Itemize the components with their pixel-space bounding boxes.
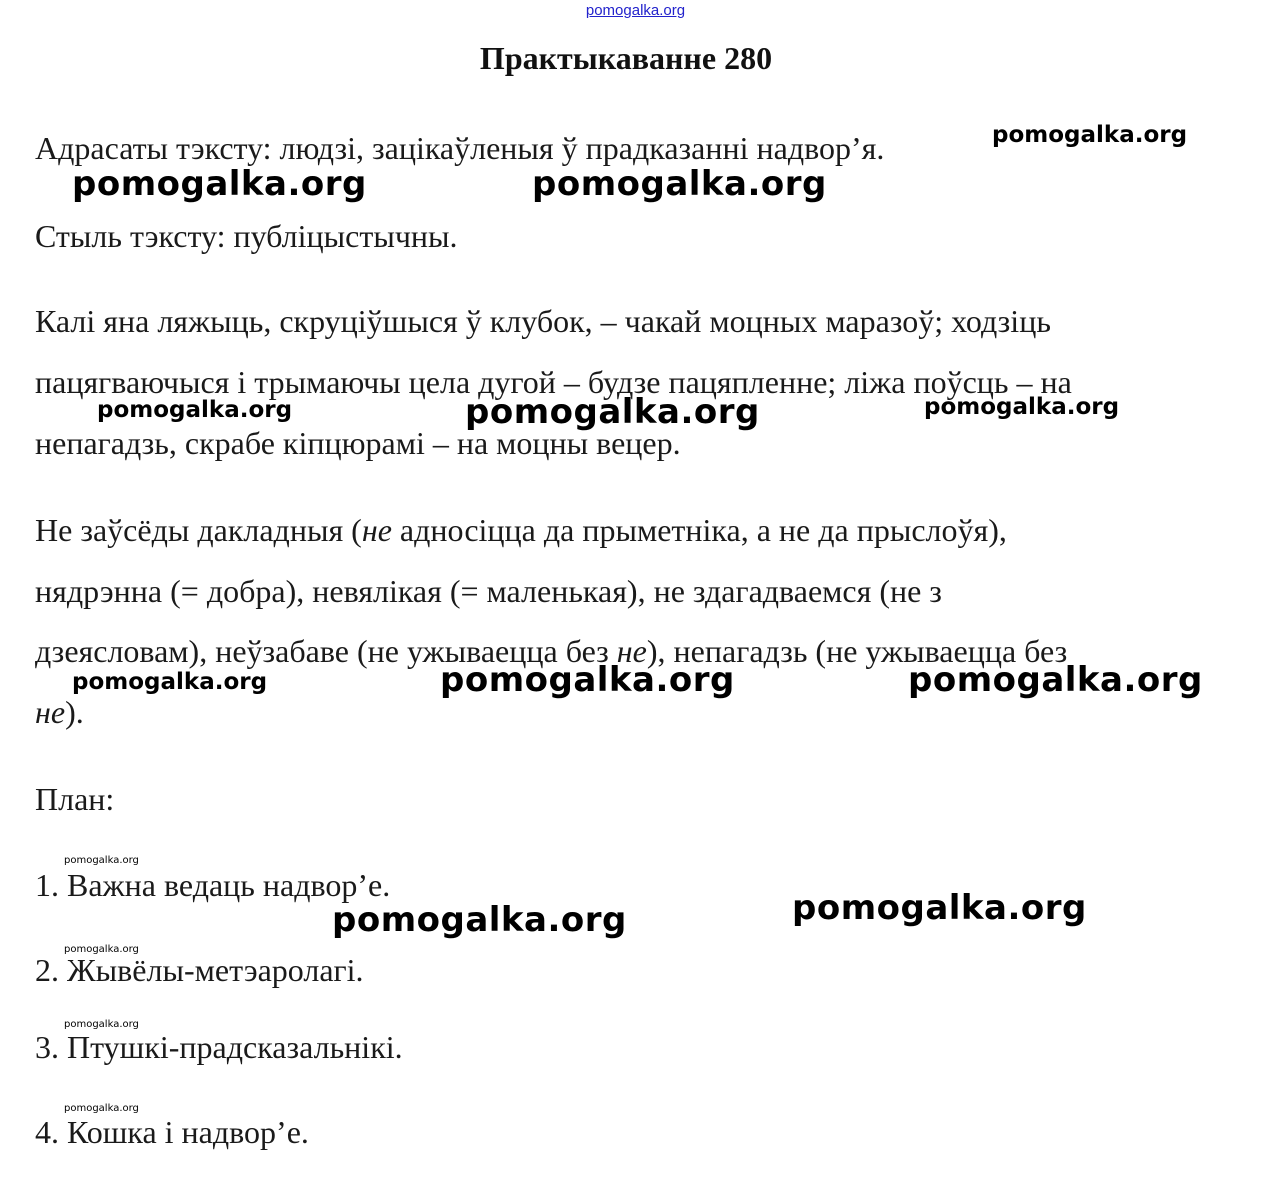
addressees-line: Адрасаты тэксту: людзі, зацікаўленыя ў прадказанні надвор’я.	[35, 130, 885, 166]
watermark: pomogalka.org	[532, 164, 827, 204]
paragraph-2-line-4	[35, 692, 84, 732]
watermark: pomogalka.org	[465, 392, 760, 432]
site-link[interactable]: pomogalka.org	[585, 2, 686, 19]
watermark: pomogalka.org	[72, 669, 268, 695]
paragraph-2-line-1-italic: не	[361, 512, 392, 548]
watermark: pomogalka.org	[64, 1103, 139, 1114]
watermark: pomogalka.org	[332, 900, 627, 940]
paragraph-2-line-2: нядрэнна (= добра), невялікая (= маленькая), не здагадваемся (не з	[35, 573, 942, 609]
paragraph-1-line-2: пацягваючыся і трымаючы цела дугой – будзе пацяпленне; ліжа поўсць – на	[35, 364, 1072, 400]
paragraph-2-line-1-part-b: адносіцца да прыметніка, а не да прыслоўя),	[391, 512, 1007, 548]
watermark: pomogalka.org	[440, 660, 735, 700]
plan-item-2: 2. Жывёлы-метэаролагі.	[35, 952, 364, 988]
paragraph-2-line-4-part-b: ).	[65, 694, 84, 730]
watermark: pomogalka.org	[97, 397, 293, 423]
plan-item-3: 3. Птушкі-прадсказальнікі.	[35, 1029, 403, 1065]
watermark: pomogalka.org	[64, 855, 139, 866]
paragraph-2-line-1	[35, 510, 1007, 550]
paragraph-1-line-1: Калі яна ляжыць, скруціўшыся ў клубок, – чакай моцных маразоў; ходзіць	[35, 303, 1051, 339]
plan-heading: План:	[35, 781, 115, 817]
watermark: pomogalka.org	[64, 944, 139, 955]
paragraph-2-line-4-italic: не	[35, 694, 66, 730]
paragraph-2-line-3-italic: не	[616, 633, 647, 669]
watermark: pomogalka.org	[72, 164, 367, 204]
paragraph-2-line-1-part-a: Не заўсёды дакладныя (	[35, 512, 362, 548]
watermark: pomogalka.org	[992, 122, 1188, 148]
paragraph-1-line-3: непагадзь, скрабе кіпцюрамі – на моцны вецер.	[35, 425, 681, 461]
page-title: Практыкаванне 280	[479, 40, 773, 76]
paragraph-2-line-3-part-a: дзеясловам), неўзабаве (не ужываецца без	[35, 633, 617, 669]
plan-item-4: 4. Кошка і надвор’е.	[35, 1114, 309, 1150]
paragraph-2-line-3-part-b: ), непагадзь (не ужываецца без	[646, 633, 1068, 669]
watermark: pomogalka.org	[924, 394, 1120, 420]
plan-item-1: 1. Важна ведаць надвор’е.	[35, 867, 391, 903]
watermark: pomogalka.org	[792, 888, 1087, 928]
watermark: pomogalka.org	[908, 660, 1203, 700]
watermark: pomogalka.org	[64, 1019, 139, 1030]
style-line: Стыль тэксту: публіцыстычны.	[35, 218, 458, 254]
